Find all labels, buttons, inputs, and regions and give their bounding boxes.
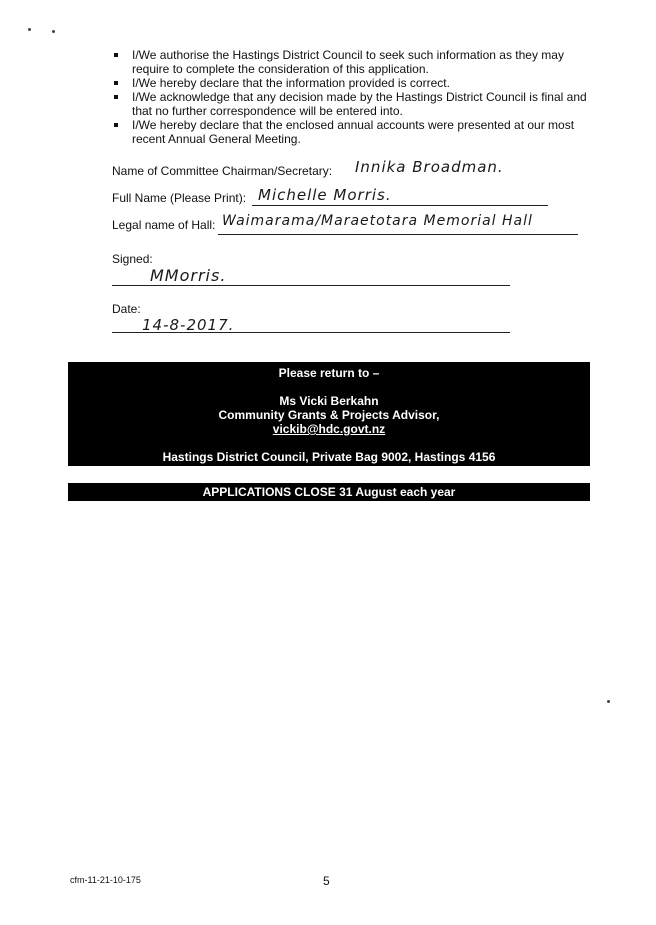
council-address: Hastings District Council, Private Bag 9002, Hastings 4156	[162, 450, 496, 464]
signed-line	[112, 285, 510, 286]
signature-handwriting: MMorris.	[150, 266, 227, 285]
return-heading: Please return to –	[278, 366, 380, 380]
scan-speck	[52, 30, 55, 33]
date-line	[112, 332, 510, 333]
declaration-item: I/We hereby declare that the information provided is correct.	[112, 76, 602, 90]
chairman-label: Name of Committee Chairman/Secretary:	[112, 164, 333, 178]
chairman-handwriting: Innika Broadman.	[355, 158, 504, 176]
scan-speck	[607, 700, 610, 703]
declaration-item: I/We authorise the Hastings District Council to seek such information as they may require to complete the consideration of this application.	[112, 48, 602, 76]
scan-speck	[28, 28, 31, 31]
declaration-item: I/We hereby declare that the enclosed annual accounts were presented at our most recent Annual General Meeting.	[112, 118, 602, 146]
fullname-handwriting: Michelle Morris.	[258, 186, 392, 204]
fullname-label: Full Name (Please Print):	[112, 191, 247, 205]
applications-close-banner: APPLICATIONS CLOSE 31 August each year	[68, 483, 590, 501]
declaration-list	[112, 48, 602, 146]
contact-name: Ms Vicki Berkahn	[279, 394, 379, 408]
declaration-item: I/We acknowledge that any decision made by the Hastings District Council is final and that no further correspondence will be entered into.	[112, 90, 602, 118]
contact-title: Community Grants & Projects Advisor,	[218, 408, 440, 422]
signed-label: Signed:	[112, 252, 153, 266]
fullname-line	[252, 205, 548, 206]
contact-email-link[interactable]: vickib@hdc.govt.nz	[272, 422, 386, 436]
date-label: Date:	[112, 302, 141, 316]
hall-line	[218, 234, 578, 235]
form-code: cfm-11-21-10-175	[70, 875, 141, 885]
return-address-box	[68, 362, 590, 466]
hall-label: Legal name of Hall:	[112, 218, 216, 232]
hall-handwriting: Waimarama/Maraetotara Memorial Hall	[222, 213, 533, 229]
page-number: 5	[323, 874, 330, 888]
date-handwriting: 14-8-2017.	[142, 316, 235, 334]
